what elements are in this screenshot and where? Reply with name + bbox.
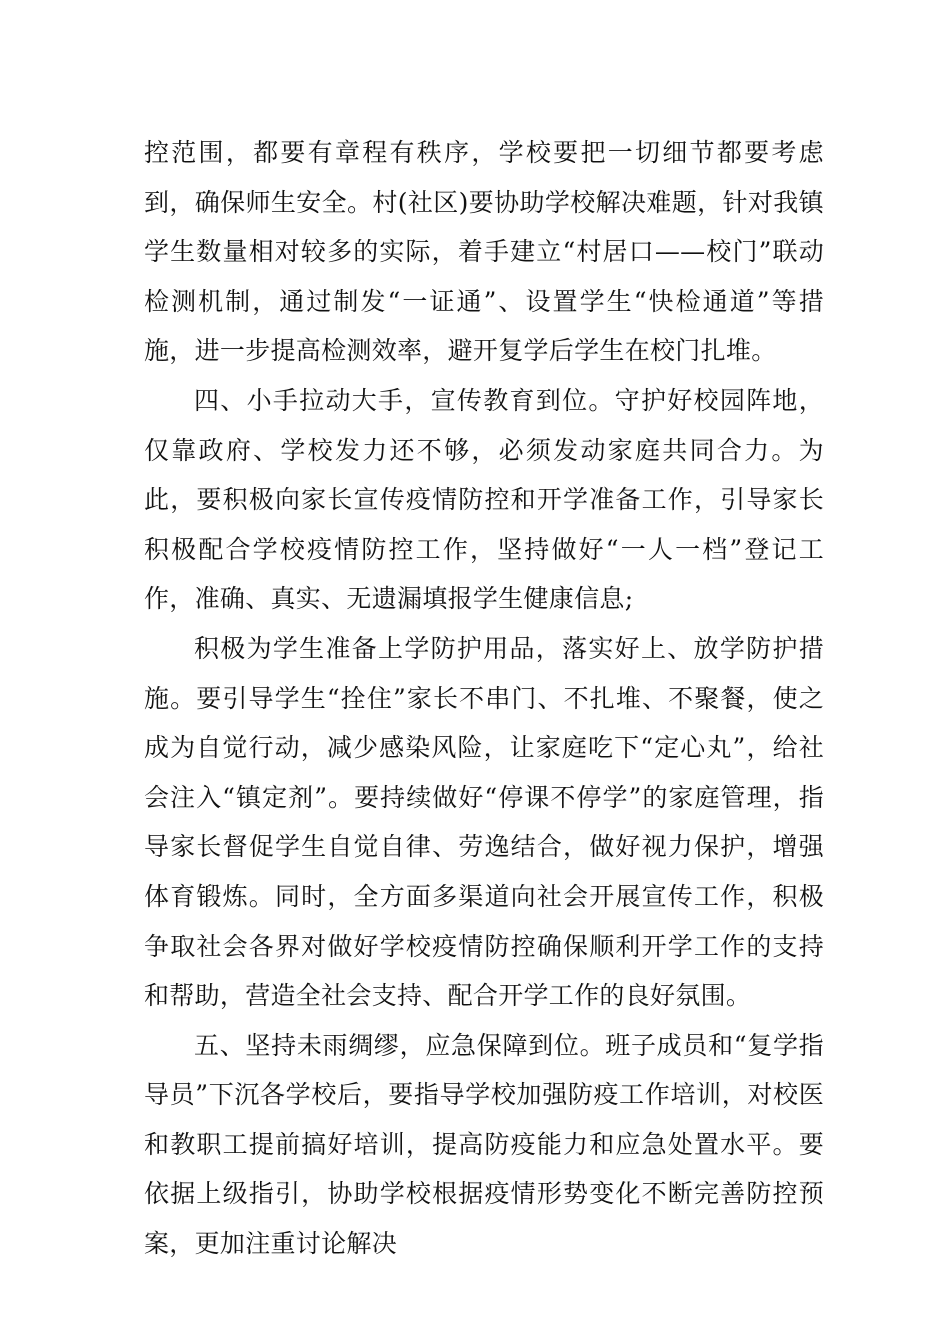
- paragraph-protective-measures: 积极为学生准备上学防护用品，落实好上、放学防护措施。要引导学生“拴住”家长不串门、不扎堆、不聚餐，使之成为自觉行动，减少感染风险，让家庭吃下“定心丸”，给社会注入“镇定剂”。要持续做好“停课不停学”的家庭管理，指导家长督促学生自觉自律、劳逸结合，做好视力保护，增强体育锻炼。同时，全方面多渠道向社会开展宣传工作，积极争取社会各界对做好学校疫情防控确保顺利开学工作的支持和帮助，营造全社会支持、配合开学工作的良好氛围。: [144, 633, 824, 1011]
- paragraph-section-five: 五、坚持未雨绸缪，应急保障到位。班子成员和“复学指导员”下沉各学校后，要指导学校加强防疫工作培训，对校医和教职工提前搞好培训，提高防疫能力和应急处置水平。要依据上级指引，协助学校根据疫情形势变化不断完善防控预案，更加注重讨论解决: [144, 1030, 824, 1259]
- paragraph-continuation: 控范围，都要有章程有秩序，学校要把一切细节都要考虑到，确保师生安全。村(社区)要协助学校解决难题，针对我镇学生数量相对较多的实际，着手建立“村居口——校门”联动检测机制，通过制发“一证通”、设置学生“快检通道”等措施，进一步提高检测效率，避开复学后学生在校门扎堆。: [144, 138, 824, 366]
- paragraph-section-four: 四、小手拉动大手，宣传教育到位。守护好校园阵地，仅靠政府、学校发力还不够，必须发动家庭共同合力。为此，要积极向家长宣传疫情防控和开学准备工作，引导家长积极配合学校疫情防控工作，坚持做好“一人一档”登记工作，准确、真实、无遗漏填报学生健康信息;: [144, 385, 824, 614]
- document-body: [144, 128, 824, 1269]
